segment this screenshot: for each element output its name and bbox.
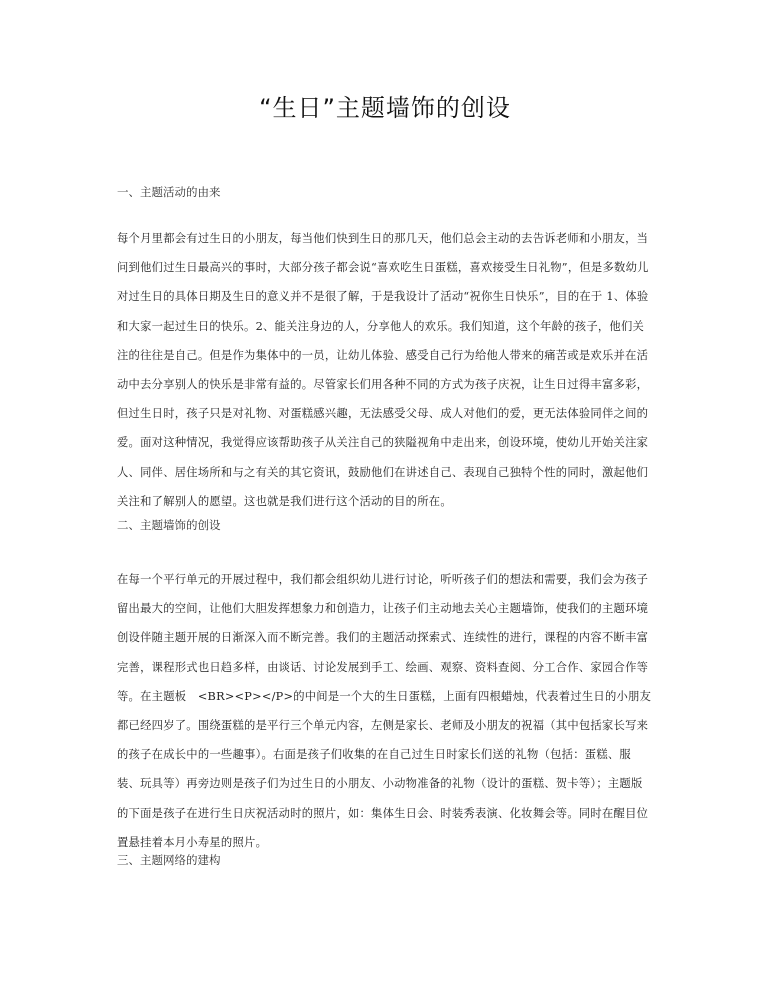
section-heading-2: 二、主题墙饰的创设 [117, 518, 221, 532]
paragraph-line: 动中去分享别人的快乐是非常有益的。尽管家长们用各种不同的方式为孩子庆祝，让生日过得丰富多彩， [117, 377, 649, 391]
document-title: “生日”主题墙饰的创设 [259, 94, 511, 122]
paragraph-line: 和大家一起过生日的快乐。2、能关注身边的人，分享他人的欢乐。我们知道，这个年龄的孩子，他们关 [117, 319, 645, 333]
paragraph-line: 置悬挂着本月小寿星的照片。 [117, 835, 268, 849]
paragraph-line: 等。在主题板 <BR><P></P>的中间是一个大的生日蛋糕，上面有四根蜡烛，代表着过生日的小朋友 [117, 689, 652, 703]
paragraph-line: 问到他们过生日最高兴的事时，大部分孩子都会说“喜欢吃生日蛋糕，喜欢接受生日礼物”，但是多数幼儿 [117, 261, 649, 275]
section-heading-3: 三、主题网络的建构 [117, 853, 221, 867]
paragraph-line: 对过生日的具体日期及生日的意义并不是很了解，于是我设计了活动“祝你生日快乐”，目的在于 1、体验 [117, 290, 649, 304]
paragraph-line: 每个月里都会有过生日的小朋友，每当他们快到生日的那几天，他们总会主动的去告诉老师和小朋友，当 [117, 232, 649, 245]
paragraph-line: 完善，课程形式也日趋多样，由谈话、讨论发展到手工、绘画、观察、资料查阅、分工合作、家园合作等 [117, 660, 649, 674]
paragraph-line: 关注和了解别人的愿望。这也就是我们进行这个活动的目的所在。 [117, 494, 452, 508]
paragraph-line: 留出最大的空间，让他们大胆发挥想象力和创造力，让孩子们主动地去关心主题墙饰，使我们的主题环境 [117, 602, 649, 616]
paragraph-line: 的孩子在成长中的一些趣事）。右面是孩子们收集的在自己过生日时家长们送的礼物（包括：蛋糕、服 [117, 748, 631, 762]
paragraph-line: 在每一个平行单元的开展过程中，我们都会组织幼儿进行讨论，听听孩子们的想法和需要，我们会为孩子 [117, 573, 649, 586]
paragraph-line: 的下面是孩子在进行生日庆祝活动时的照片，如：集体生日会、时装秀表演、化妆舞会等。同时在醒目位 [117, 806, 649, 820]
paragraph-line: 装、玩具等）再旁边则是孩子们为过生日的小朋友、小动物准备的礼物（设计的蛋糕、贺卡等）；主题版 [117, 777, 643, 791]
paragraph-line: 注的往往是自己。但是作为集体中的一员，让幼儿体验、感受自己行为给他人带来的痛苦或是欢乐并在活 [117, 348, 649, 362]
paragraph-line: 爱。面对这种情况，我觉得应该帮助孩子从关注自己的狭隘视角中走出来，创设环境，使幼儿开始关注家 [117, 436, 649, 450]
paragraph-line: 都已经四岁了。围绕蛋糕的是平行三个单元内容，左侧是家长、老师及小朋友的祝福（其中包括家长写来 [117, 718, 649, 732]
section-heading-1: 一、主题活动的由来 [117, 185, 221, 199]
section-1-paragraph [117, 229, 662, 521]
section-2-paragraph [117, 570, 662, 862]
paragraph-line: 但过生日时，孩子只是对礼物、对蛋糕感兴趣，无法感受父母、成人对他们的爱，更无法体验同伴之间的 [117, 407, 649, 421]
paragraph-line: 人、同伴、居住场所和与之有关的其它资讯，鼓励他们在讲述自己、表现自己独特个性的同时，激起他们 [117, 465, 649, 479]
paragraph-line: 创设伴随主题开展的日渐深入而不断完善。我们的主题活动探索式、连续性的进行，课程的内容不断丰富 [117, 631, 649, 645]
